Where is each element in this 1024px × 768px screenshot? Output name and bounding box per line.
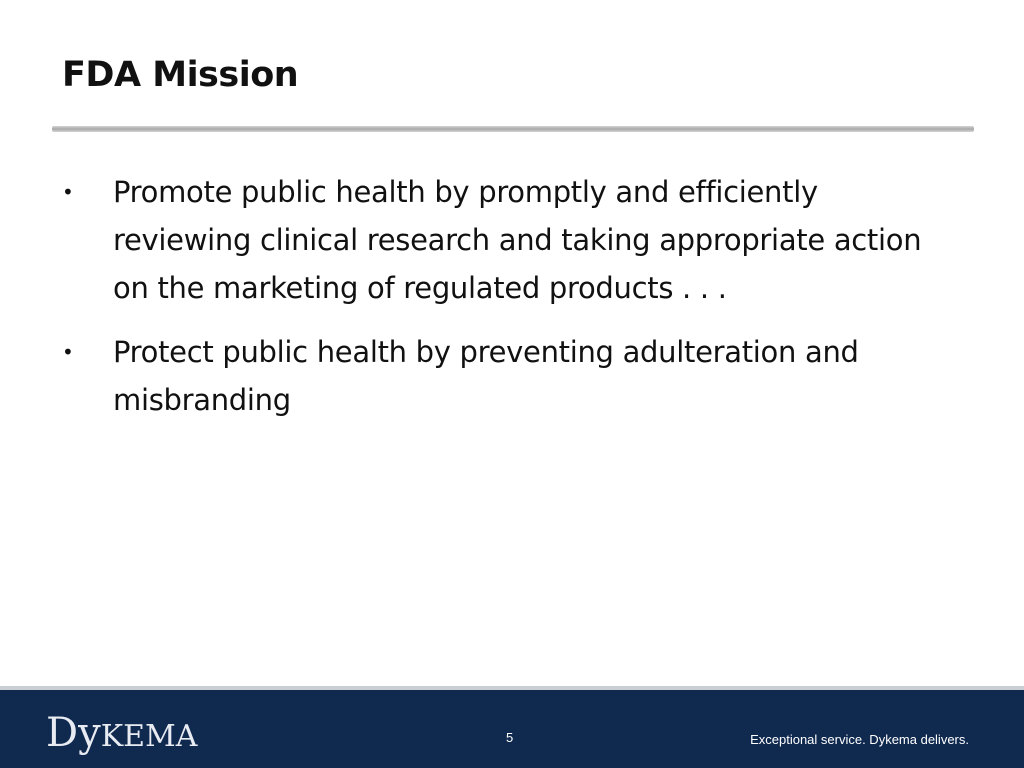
footer-bar xyxy=(0,690,1024,768)
page-number: 5 xyxy=(506,730,514,745)
bullet-item xyxy=(62,328,962,424)
bullet-item xyxy=(62,168,962,312)
slide-title: FDA Mission xyxy=(62,55,299,95)
bullet-marker: • xyxy=(62,340,74,364)
dykema-logo: DyKEMA xyxy=(46,710,198,756)
title-divider xyxy=(52,126,974,132)
bullet-marker: • xyxy=(62,180,74,204)
bullet-list xyxy=(62,168,962,440)
bullet-text: Promote public health by promptly and efficiently reviewing clinical research and taking appropriate action on the marketing of regulated products . . . xyxy=(113,175,922,305)
footer-tagline: Exceptional service. Dykema delivers. xyxy=(750,732,969,747)
bullet-text: Protect public health by preventing adulteration and misbranding xyxy=(113,335,859,417)
